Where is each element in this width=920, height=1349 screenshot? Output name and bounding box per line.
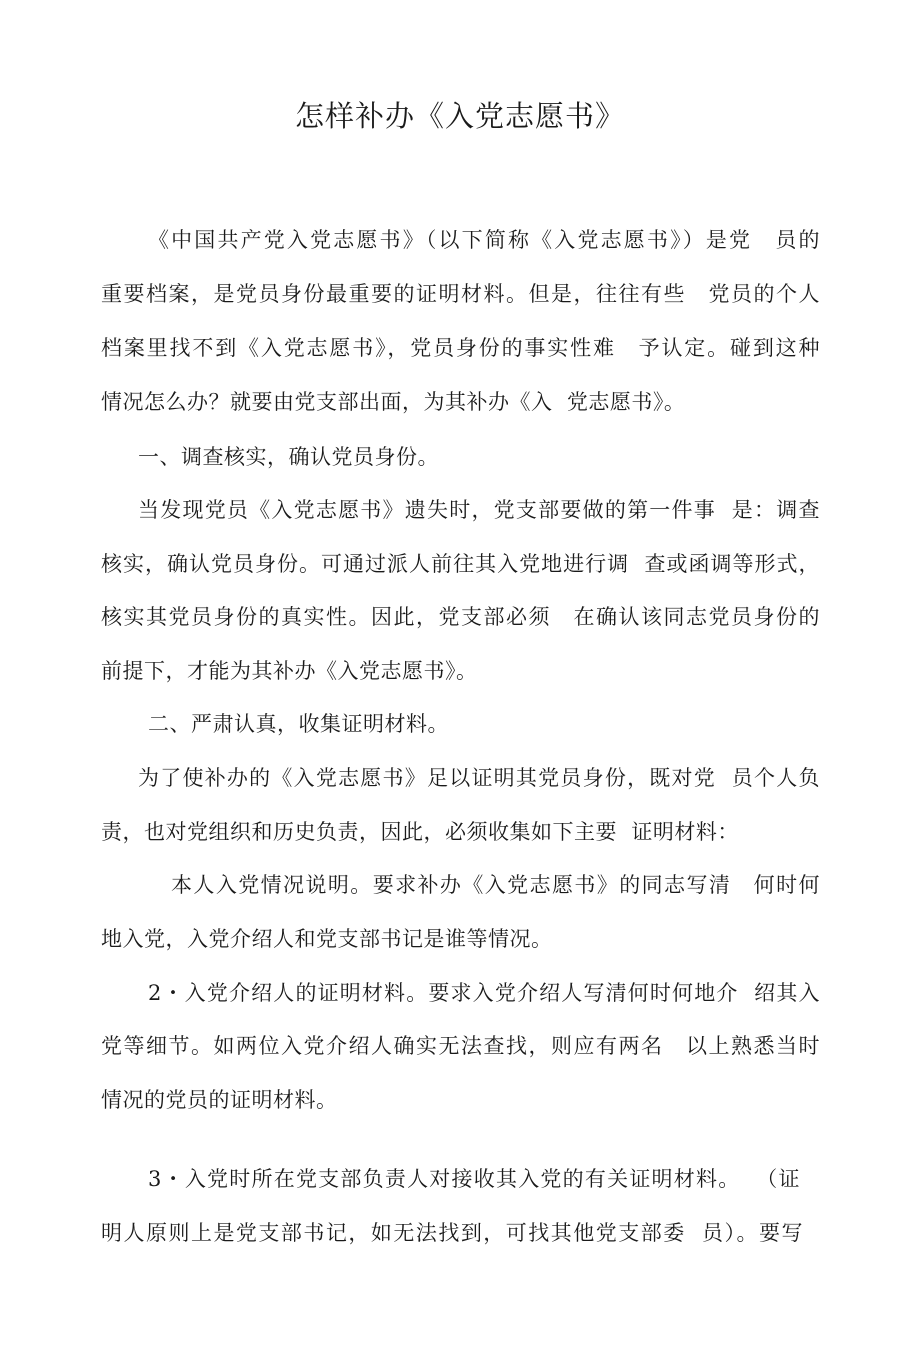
paragraph-line: 核实，确认党员身份。可通过派人前往其入党地进行调 查或函调等形式， (101, 552, 820, 576)
list-item-line: 情况的党员的证明材料。 (101, 1088, 338, 1112)
paragraph-line: 责，也对党组织和历史负责，因此，必须收集如下主要 证明材料： (101, 820, 739, 844)
section-heading: 一、调查核实，确认党员身份。 (138, 445, 439, 469)
document-title: 怎样补办《入党志愿书》 (294, 99, 625, 133)
paragraph-line: 重要档案，是党员身份最重要的证明材料。但是，往往有些 党员的个人 (101, 282, 820, 306)
paragraph-line: 档案里找不到《入党志愿书》，党员身份的事实性难 予认定。碰到这种 (101, 336, 820, 360)
list-item-line: 明人原则上是党支部书记，如无法找到，可找其他党支部委 员）。要写 (101, 1221, 803, 1245)
section-heading: 二、严肃认真，收集证明材料。 (148, 712, 449, 736)
list-item-line: 党等细节。如两位入党介绍人确实无法查找，则应有两名 以上熟悉当时 (101, 1034, 820, 1058)
paragraph-line: 《中国共产党入党志愿书》（以下简称《入党志愿书》）是党 员的 (148, 228, 820, 252)
paragraph-line: 为了使补办的《入党志愿书》足以证明其党员身份，既对党 员个人负 (138, 766, 820, 790)
list-item-line: 本人入党情况说明。要求补办《入党志愿书》的同志写清 何时何 (171, 873, 820, 897)
list-item-line: 3・入党时所在党支部负责人对接收其入党的有关证明材料。 （证 (148, 1167, 800, 1191)
list-item-line: 地入党，入党介绍人和党支部书记是谁等情况。 (101, 927, 553, 951)
paragraph-line: 前提下，才能为其补办《入党志愿书》。 (101, 659, 478, 683)
list-item-line: 2・入党介绍人的证明材料。要求入党介绍人写清何时何地介 绍其入 (148, 981, 820, 1005)
paragraph-line: 情况怎么办？就要由党支部出面，为其补办《入 党志愿书》。 (101, 390, 686, 414)
paragraph-line: 当发现党员《入党志愿书》遗失时，党支部要做的第一件事 是：调查 (138, 498, 820, 522)
paragraph-line: 核实其党员身份的真实性。因此，党支部必须 在确认该同志党员身份的 (101, 605, 820, 629)
